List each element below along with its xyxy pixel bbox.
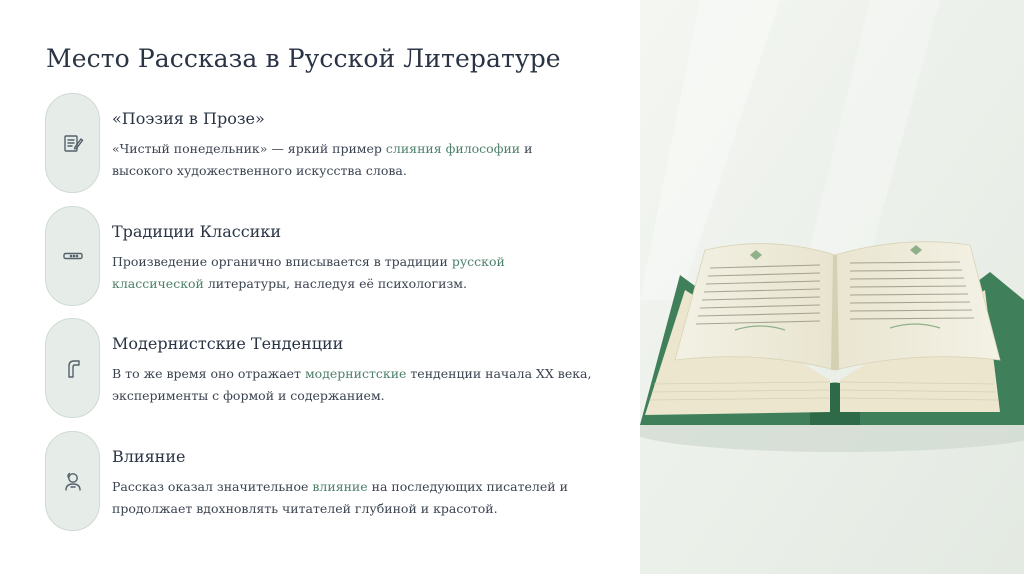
icon-badge [45,93,100,193]
highlight-text: влияние [312,479,368,494]
person-icon [61,469,85,493]
item-text: Произведение органично вписывается в традиции русской классической литературы, наследуя её психологизм. [112,254,505,291]
highlight-text: модернистские [304,366,407,381]
list-item-influence [45,431,605,531]
item-text: В то же время оно отражает модернистские тенденции начала XX века, эксперименты с формой и содержанием. [112,366,592,403]
list-item-classic-traditions [45,206,605,306]
item-text: Рассказ оказал значительное влияние на последующих писателей и продолжает вдохновлять читателей глубиной и красотой. [112,479,568,516]
page-title: Место Рассказа в Русской Литературе [46,44,561,73]
pipe-icon [61,356,85,380]
item-heading: Влияние [112,447,186,466]
icon-badge [45,206,100,306]
highlight-text: русской классической [112,254,505,291]
icon-badge [45,431,100,531]
icon-badge [45,318,100,418]
book-image [640,0,1024,574]
item-heading: Традиции Классики [112,222,282,241]
scroll-icon [61,244,85,268]
writing-icon [61,131,85,155]
item-text: «Чистый понедельник» — яркий пример слияния философии и высокого художественного искусства слова. [112,141,533,178]
highlight-text: слияния философии [385,141,521,156]
item-heading: Модернистские Тенденции [112,334,344,353]
list-item-poetry-in-prose [45,93,605,193]
item-heading: «Поэзия в Прозе» [112,109,265,128]
open-book-illustration [640,0,1024,574]
list-item-modernist-trends [45,318,605,418]
